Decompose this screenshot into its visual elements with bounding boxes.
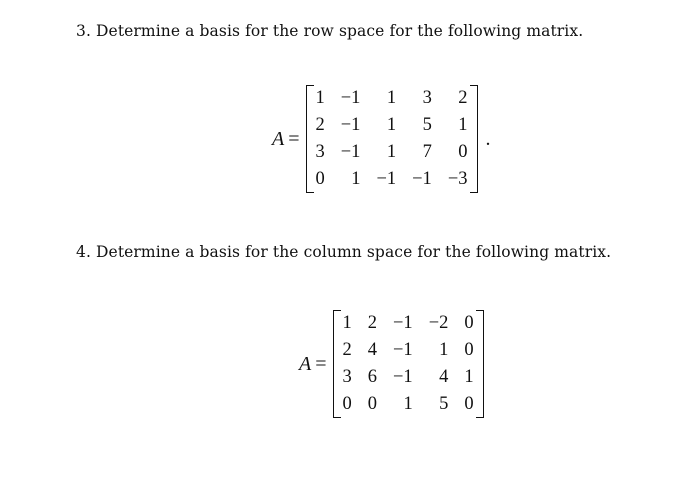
matrix-entry: 2 — [458, 88, 468, 108]
matrix-row — [314, 85, 470, 112]
matrix-entry: 0 — [464, 313, 474, 333]
matrix-entry: −1 — [340, 142, 361, 162]
matrix-entry: 7 — [422, 142, 432, 162]
matrix-entry: −1 — [393, 340, 413, 360]
matrix-entry: 0 — [464, 340, 474, 360]
matrix-entry: −1 — [412, 169, 432, 189]
matrix-row — [341, 337, 476, 364]
matrix-entry: 6 — [367, 367, 377, 387]
matrix-entry: 0 — [342, 394, 352, 414]
matrix-entry: 0 — [458, 142, 468, 162]
matrix-row — [314, 112, 470, 139]
matrix-entry: 1 — [315, 88, 325, 108]
right-bracket — [476, 310, 484, 418]
matrix-entry: −2 — [428, 313, 449, 333]
matrix-entry: 1 — [386, 88, 397, 108]
matrix-entries — [314, 85, 470, 193]
matrix-row — [314, 166, 470, 193]
matrix-entry: 3 — [422, 88, 432, 108]
matrix-entry: 2 — [315, 115, 325, 135]
matrix-entry: 1 — [458, 115, 468, 135]
matrix-entry: 0 — [367, 394, 377, 414]
equals-sign: = — [288, 127, 300, 150]
matrix-entry: 1 — [342, 313, 352, 333]
matrix-entry: −1 — [340, 88, 361, 108]
matrix-entry: 3 — [315, 142, 325, 162]
matrix-variable: A — [299, 352, 312, 375]
matrix-entry: −1 — [376, 169, 397, 189]
matrix-label — [272, 128, 300, 151]
problem-3-statement: 3. Determine a basis for the row space for the following matrix. — [76, 22, 584, 40]
trailing-period: . — [485, 127, 491, 150]
left-bracket — [333, 310, 341, 418]
matrix-entry: 2 — [367, 313, 377, 333]
matrix-entry: −1 — [393, 313, 413, 333]
problem-4-statement: 4. Determine a basis for the column space for the following matrix. — [76, 243, 612, 261]
matrix-entry: 1 — [386, 142, 397, 162]
matrix-entry: −1 — [340, 115, 361, 135]
equals-sign: = — [315, 352, 327, 375]
matrix-entry: 4 — [439, 367, 449, 387]
matrix-entry: 1 — [351, 169, 361, 189]
matrix-entry: 1 — [386, 115, 397, 135]
matrix-entry: 3 — [342, 367, 352, 387]
matrix-entry: 4 — [367, 340, 377, 360]
matrix-entries — [341, 310, 476, 418]
matrix-entry: 5 — [439, 394, 449, 414]
matrix-row — [341, 310, 476, 337]
matrix-row — [341, 391, 476, 418]
right-bracket — [470, 85, 478, 193]
matrix-a-row-space — [272, 85, 491, 193]
matrix-entry: 1 — [403, 394, 413, 414]
matrix-variable: A — [272, 127, 285, 150]
matrix-entry: 2 — [342, 340, 352, 360]
matrix-entry: 1 — [439, 340, 449, 360]
matrix-entry: 0 — [464, 394, 474, 414]
matrix-entry: 0 — [315, 169, 325, 189]
matrix-entry: −3 — [447, 169, 468, 189]
matrix-a-column-space — [299, 310, 484, 418]
matrix-entry: 5 — [422, 115, 432, 135]
matrix-entry: 1 — [464, 367, 474, 387]
matrix-entry: −1 — [393, 367, 413, 387]
matrix-row — [314, 139, 470, 166]
matrix-label — [299, 353, 327, 376]
matrix-row — [341, 364, 476, 391]
left-bracket — [306, 85, 314, 193]
